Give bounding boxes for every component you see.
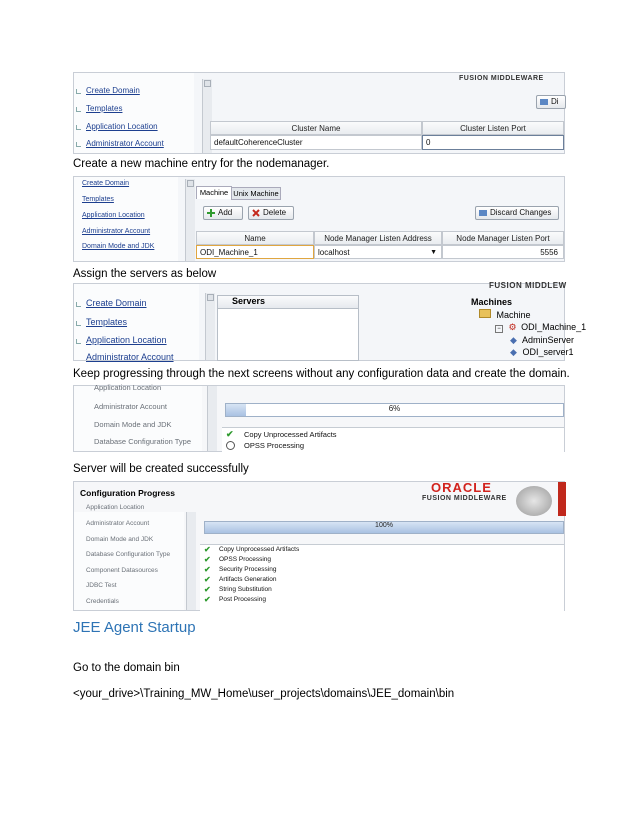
discard-button-label: Discard Changes [490,208,552,217]
red-accent-icon [558,482,566,516]
wizard-nav [74,504,184,610]
tree-adminserver-node[interactable] [510,335,574,346]
emblem-icon [516,486,552,516]
tab-machine[interactable]: Machine [196,186,232,199]
screenshot-machine-config [73,176,565,262]
discard-button-label: Di [551,97,559,106]
nav-bullet [76,321,81,326]
screenshot-progress-100 [73,481,565,611]
nav-templates[interactable]: Templates [82,196,114,203]
machine-icon: ⚙ [508,322,517,332]
cluster-name-cell[interactable]: defaultCoherenceCluster [210,135,422,150]
tree-adminserver-label: AdminServer [521,335,574,345]
oracle-logo: ORACLE [431,480,492,495]
scroll-up-icon[interactable] [204,80,211,87]
task-post-processing: Post Processing [219,596,266,603]
check-icon: ✔ [204,565,211,574]
nav-domain-mode[interactable]: Domain Mode and JDK [82,243,155,250]
caption-server-created: Server will be created successfully [73,463,249,475]
screenshot-cluster-config [73,72,565,154]
task-string-substitution: String Substitution [219,586,272,593]
tree-machine-label: Machine [496,310,531,320]
wizard-nav [74,73,194,153]
nav-scrollbar[interactable] [185,179,195,261]
add-button-label: Add [218,208,233,217]
col-name[interactable]: Name [196,231,314,245]
scroll-up-icon[interactable] [207,294,214,301]
server-icon: ◆ [510,335,517,345]
nav-database-config-type[interactable]: Database Configuration Type [94,437,192,446]
brand-label: FUSION MIDDLEWARE [459,75,544,82]
col-cluster-name[interactable]: Cluster Name [210,121,422,135]
delete-icon [252,209,260,217]
progress-label: 100% [375,522,393,529]
delete-button-label: Delete [263,208,287,217]
nav-templates[interactable]: Templates [86,104,123,113]
nav-create-domain[interactable]: Create Domain [86,86,140,95]
tree-odi-server-node[interactable] [510,347,573,358]
listen-address-value: localhost [318,248,350,257]
task-security-processing: Security Processing [219,566,277,573]
listen-address-select[interactable] [314,245,442,259]
scroll-up-icon[interactable] [187,180,194,187]
tree-odi-machine-label: ODI_Machine_1 [521,322,587,332]
nav-domain-mode[interactable]: Domain Mode and JDK [94,420,172,429]
check-icon: ✔ [204,545,211,554]
nav-component-datasources[interactable]: Component Datasources [86,567,158,574]
progress-bar [225,403,564,417]
nav-bullet [76,107,81,112]
col-listen-address[interactable]: Node Manager Listen Address [314,231,442,245]
tree-machine-node[interactable] [479,309,531,320]
task-copy-artifacts: Copy Unprocessed Artifacts [244,430,337,439]
page-title: Configuration Progress [80,488,175,498]
wizard-nav [74,383,202,451]
brand-label: FUSION MIDDLEW [489,281,567,290]
nav-create-domain[interactable]: Create Domain [86,298,147,308]
discard-button[interactable] [536,95,566,109]
check-icon: ✔ [204,575,211,584]
collapse-icon[interactable]: − [495,325,503,333]
nav-bullet [76,125,81,130]
task-opss-processing: OPSS Processing [244,441,305,450]
add-button[interactable] [203,206,243,220]
nav-scrollbar[interactable] [205,293,215,360]
nav-scrollbar[interactable] [186,512,196,610]
task-list [200,544,564,611]
machines-header: Machines [471,297,513,307]
tree-odi-machine-node[interactable] [495,322,586,333]
nav-application-location[interactable]: Application Location [94,383,162,392]
clock-icon [226,441,235,450]
progress-label: 6% [388,404,401,413]
nav-templates[interactable]: Templates [86,317,128,327]
nav-application-location[interactable]: Application Location [86,504,145,511]
nav-administrator-account[interactable]: Administrator Account [86,139,164,148]
nav-scrollbar[interactable] [207,386,217,451]
screenshot-assign-servers [73,281,587,362]
nav-create-domain[interactable]: Create Domain [82,180,130,187]
nav-database-config-type[interactable]: Database Configuration Type [86,551,171,558]
task-artifacts-generation: Artifacts Generation [219,576,277,583]
server-icon: ◆ [510,347,517,357]
plus-icon [207,209,215,217]
nav-domain-mode[interactable]: Domain Mode and JDK [86,536,154,543]
caption-assign: Assign the servers as below [73,268,217,280]
discard-changes-button[interactable] [475,206,559,220]
nav-application-location[interactable]: Application Location [86,122,158,131]
nav-jdbc-test[interactable]: JDBC Test [86,582,117,589]
progress-bar [204,521,564,534]
nav-bullet [76,142,81,147]
cluster-port-cell[interactable]: 0 [422,135,564,150]
nav-administrator-account[interactable]: Administrator Account [86,352,174,362]
machine-name-cell[interactable]: ODI_Machine_1 [196,245,314,259]
task-opss-processing: OPSS Processing [219,556,272,563]
task-list [222,427,564,452]
screenshot-progress-6 [73,385,565,452]
listen-port-value: 5556 [540,248,558,257]
col-listen-port[interactable]: Node Manager Listen Port [442,231,564,245]
nav-application-location[interactable]: Application Location [82,212,145,219]
nav-bullet [76,339,81,344]
folder-icon [479,309,491,318]
brand-label: FUSION MIDDLEWARE [422,495,507,502]
instruction-text: Go to the domain bin [73,662,180,674]
task-copy-artifacts: Copy Unprocessed Artifacts [219,546,300,553]
section-heading: JEE Agent Startup [73,619,196,636]
discard-icon [540,98,548,106]
nav-application-location[interactable]: Application Location [86,335,167,345]
check-icon: ✔ [226,429,234,439]
discard-icon [479,209,487,217]
wizard-nav [74,284,199,360]
servers-panel [217,295,359,361]
nav-bullet [76,302,81,307]
nav-administrator-account[interactable]: Administrator Account [82,228,151,235]
check-icon: ✔ [204,595,211,604]
chevron-down-icon[interactable]: ▼ [430,249,437,256]
check-icon: ✔ [204,585,211,594]
delete-button[interactable] [248,206,294,220]
path-text: <your_drive>\Training_MW_Home\user_projects\domains\JEE_domain\bin [73,688,455,700]
nav-credentials[interactable]: Credentials [86,598,119,605]
caption-machine: Create a new machine entry for the nodemanager. [73,158,330,170]
caption-progress: Keep progressing through the next screens without any configuration data and create the domain. [73,368,570,380]
check-icon: ✔ [204,555,211,564]
listen-port-cell[interactable] [442,245,564,259]
wizard-nav [74,177,178,261]
col-cluster-listen-port[interactable]: Cluster Listen Port [422,121,564,135]
servers-header: Servers [218,296,358,309]
nav-bullet [76,89,81,94]
nav-administrator-account[interactable]: Administrator Account [86,520,150,527]
tab-unix-machine[interactable]: Unix Machine [231,187,281,200]
tree-odi-server-label: ODI_server1 [522,347,574,357]
nav-administrator-account[interactable]: Administrator Account [94,402,167,411]
